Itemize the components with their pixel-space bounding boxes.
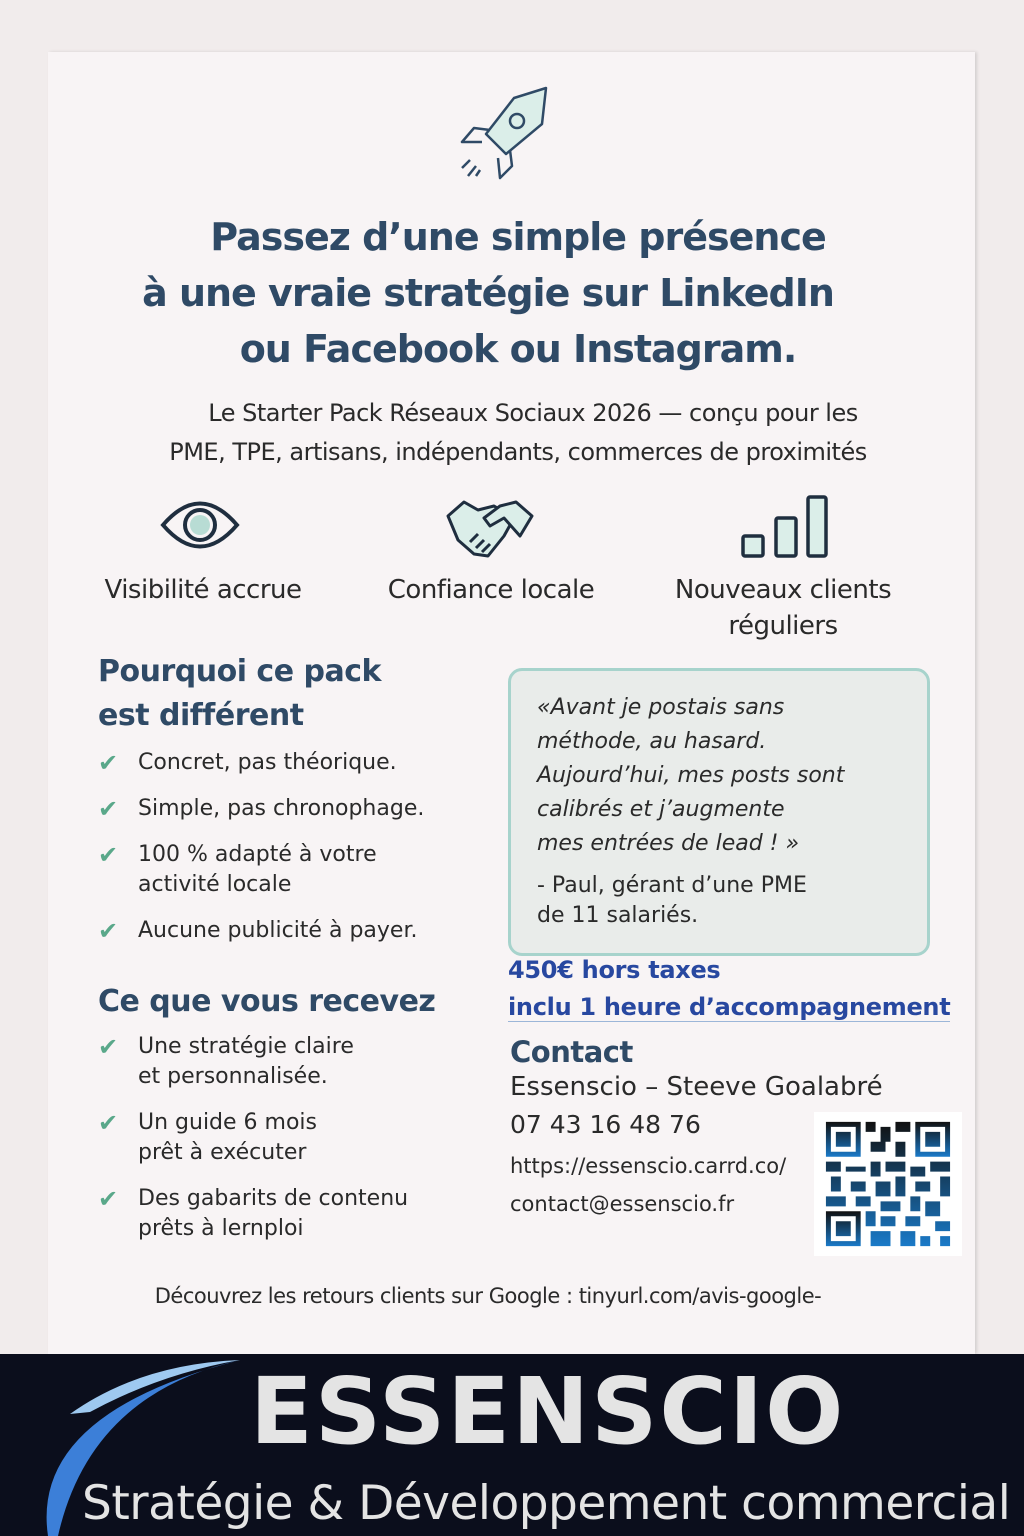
subtitle-line: PME, TPE, artisans, indépendants, commerces de proximités <box>169 438 867 466</box>
list-item-text: Une stratégie claire et personnalisée. <box>138 1034 354 1089</box>
footer-banner <box>0 1354 1024 1536</box>
brand-tagline: Stratégie & Développement commercial <box>82 1476 1011 1531</box>
google-reviews-link[interactable]: Découvrez les retours clients sur Google : tinyurl.com/avis-google- <box>154 1284 822 1308</box>
feature-trust: Confiance locale <box>387 575 595 605</box>
list-item-text: Concret, pas théorique. <box>138 750 397 775</box>
feature-visibility: Visibilité accrue <box>104 575 302 605</box>
contact-title: Contact <box>510 1035 633 1069</box>
list-item-text: Aucune publicité à payer. <box>138 918 418 943</box>
check-icon: ✔ <box>98 749 119 777</box>
check-icon: ✔ <box>98 795 119 823</box>
list-item <box>98 916 478 946</box>
author-line: - Paul, gérant d’une PME <box>537 873 807 898</box>
testimonial-author <box>537 871 901 931</box>
check-icon: ✔ <box>98 1109 119 1137</box>
price-included: inclu 1 heure d’accompagnement <box>508 993 951 1021</box>
list-item <box>98 840 478 900</box>
subtitle <box>88 394 948 472</box>
why-section <box>98 650 478 962</box>
list-item-text: Des gabarits de contenu prêts à lernploi <box>138 1186 409 1241</box>
check-icon: ✔ <box>98 1185 119 1213</box>
receive-title: Ce que vous recevez <box>98 984 436 1019</box>
list-item-text: 100 % adapté à votre activité locale <box>138 842 377 897</box>
bar-chart-icon <box>740 494 830 560</box>
check-icon: ✔ <box>98 1033 119 1061</box>
quote-line: mes entrées de lead ! » <box>537 831 800 856</box>
check-icon: ✔ <box>98 841 119 869</box>
list-item <box>98 748 478 778</box>
contact-phone[interactable]: 07 43 16 48 76 <box>510 1110 701 1139</box>
list-item-text: Simple, pas chronophage. <box>138 796 425 821</box>
list-item <box>98 794 478 824</box>
quote-line: Aujourd’hui, mes posts sont <box>537 763 845 788</box>
contact-email[interactable]: contact@essenscio.fr <box>510 1192 735 1216</box>
quote-line: calibrés et j’augmente <box>537 797 785 822</box>
feature-new-clients: Nouveaux clients réguliers <box>674 575 892 641</box>
subtitle-line: Le Starter Pack Réseaux Sociaux 2026 — conçu pour les <box>208 399 858 427</box>
headline-line: Passez d’une simple présence <box>210 215 826 259</box>
headline <box>108 209 928 377</box>
headline-line: ou Facebook ou Instagram. <box>239 327 797 371</box>
list-item-text: Un guide 6 mois prêt à exécuter <box>138 1110 318 1165</box>
quote-line: «Avant je postais sans <box>537 695 785 720</box>
list-item <box>98 1108 478 1168</box>
rocket-icon <box>456 84 556 180</box>
flyer-card <box>48 52 975 1354</box>
headline-line: à une vraie stratégie sur LinkedIn <box>142 271 834 315</box>
quote-line: méthode, au hasard. <box>537 729 767 754</box>
qr-code[interactable] <box>814 1112 962 1256</box>
contact-url[interactable]: https://essenscio.carrd.co/ <box>510 1154 787 1178</box>
list-item <box>98 1184 478 1244</box>
check-icon: ✔ <box>98 917 119 945</box>
handshake-icon <box>444 496 536 564</box>
why-title: Pourquoi ce pack est différent <box>98 654 381 733</box>
price: 450€ hors taxes <box>508 956 721 984</box>
brand-logo-text: ESSENSCIO <box>250 1358 846 1465</box>
author-line: de 11 salariés. <box>537 903 699 928</box>
receive-section <box>98 980 478 1260</box>
testimonial-box <box>508 668 930 956</box>
list-item <box>98 1032 478 1092</box>
eye-icon <box>160 494 240 556</box>
contact-name: Essenscio – Steeve Goalabré <box>510 1072 883 1102</box>
